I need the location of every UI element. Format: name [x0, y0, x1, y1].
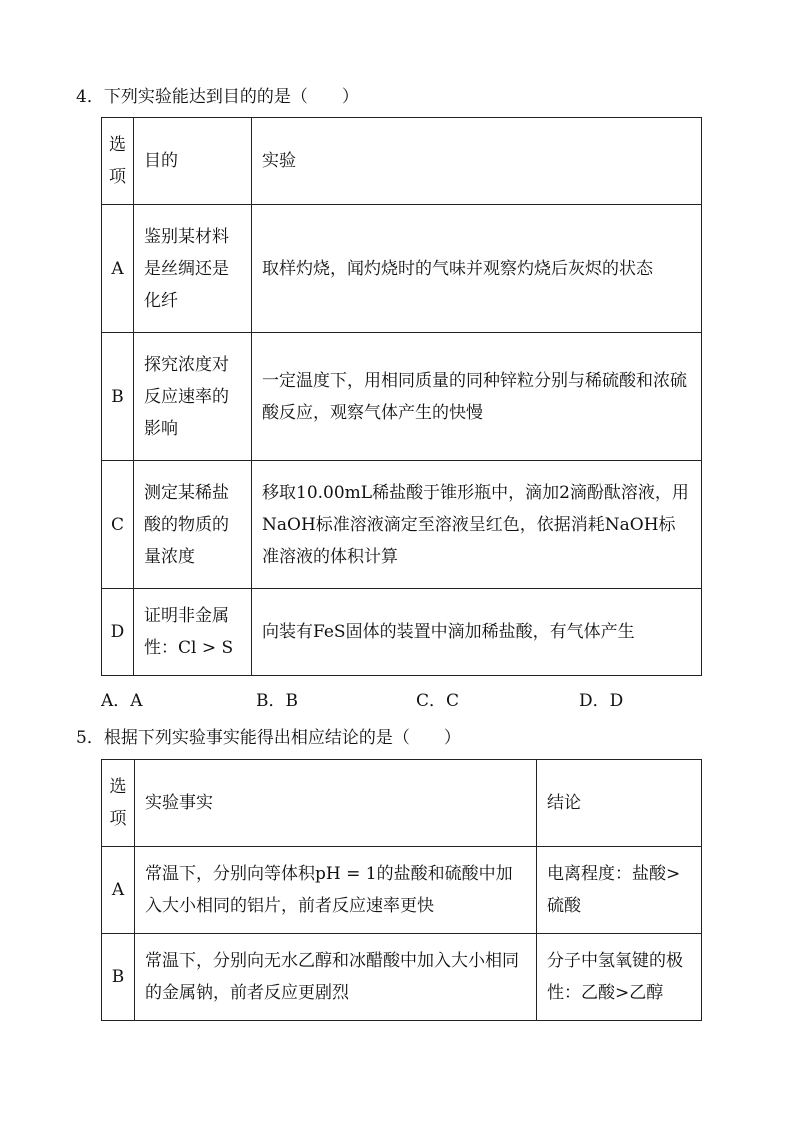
header-purpose: 目的: [134, 118, 252, 205]
row-option: D: [102, 589, 134, 676]
row-purpose: 测定某稀盐酸的物质的量浓度: [134, 461, 252, 589]
table-row: [102, 461, 702, 589]
table-header-row: [102, 118, 702, 205]
header-experiment: 实验: [252, 118, 702, 205]
row-experiment: 移取10.00mL稀盐酸于锥形瓶中，滴加2滴酚酞溶液，用NaOH标准溶液滴定至溶液呈红色，依据消耗NaOH标准溶液的体积计算: [252, 461, 702, 589]
row-experiment: 向装有FeS固体的装置中滴加稀盐酸，有气体产生: [252, 589, 702, 676]
header-fact: 实验事实: [135, 760, 537, 847]
header-option: 选项: [102, 760, 135, 847]
question-4-table: [101, 117, 702, 676]
row-option: A: [102, 205, 134, 333]
row-experiment: 取样灼烧，闻灼烧时的气味并观察灼烧后灰烬的状态: [252, 205, 702, 333]
header-conclusion: 结论: [537, 760, 702, 847]
row-option: A: [102, 847, 135, 934]
question-5-title: 5．根据下列实验事实能得出相应结论的是（ ）: [76, 728, 461, 748]
choice-d[interactable]: D．D: [579, 691, 624, 711]
row-purpose: 探究浓度对反应速率的影响: [134, 333, 252, 461]
row-option: B: [102, 333, 134, 461]
row-fact: 常温下，分别向等体积pH = 1的盐酸和硫酸中加入大小相同的铝片，前者反应速率更快: [135, 847, 537, 934]
row-conclusion: 电离程度：盐酸>硫酸: [537, 847, 702, 934]
choice-b[interactable]: B．B: [256, 691, 298, 711]
row-option: C: [102, 461, 134, 589]
question-4-choices: [101, 686, 741, 710]
row-conclusion: 分子中氢氧键的极性：乙酸>乙醇: [537, 934, 702, 1021]
row-fact: 常温下，分别向无水乙醇和冰醋酸中加入大小相同的金属钠，前者反应更剧烈: [135, 934, 537, 1021]
table-header-row: [102, 760, 702, 847]
choice-c[interactable]: C．C: [416, 691, 460, 711]
table-row: [102, 205, 702, 333]
table-row: [102, 847, 702, 934]
row-option: B: [102, 934, 135, 1021]
header-option: 选项: [102, 118, 134, 205]
table-row: [102, 333, 702, 461]
row-purpose: 证明非金属性：Cl > S: [134, 589, 252, 676]
row-purpose: 鉴别某材料是丝绸还是化纤: [134, 205, 252, 333]
row-experiment: 一定温度下，用相同质量的同种锌粒分别与稀硫酸和浓硫酸反应，观察气体产生的快慢: [252, 333, 702, 461]
choice-a[interactable]: A．A: [101, 691, 143, 711]
table-row: [102, 589, 702, 676]
table-row: [102, 934, 702, 1021]
question-5-table: [101, 759, 702, 1021]
question-4-title: 4．下列实验能达到目的的是（ ）: [76, 87, 359, 107]
